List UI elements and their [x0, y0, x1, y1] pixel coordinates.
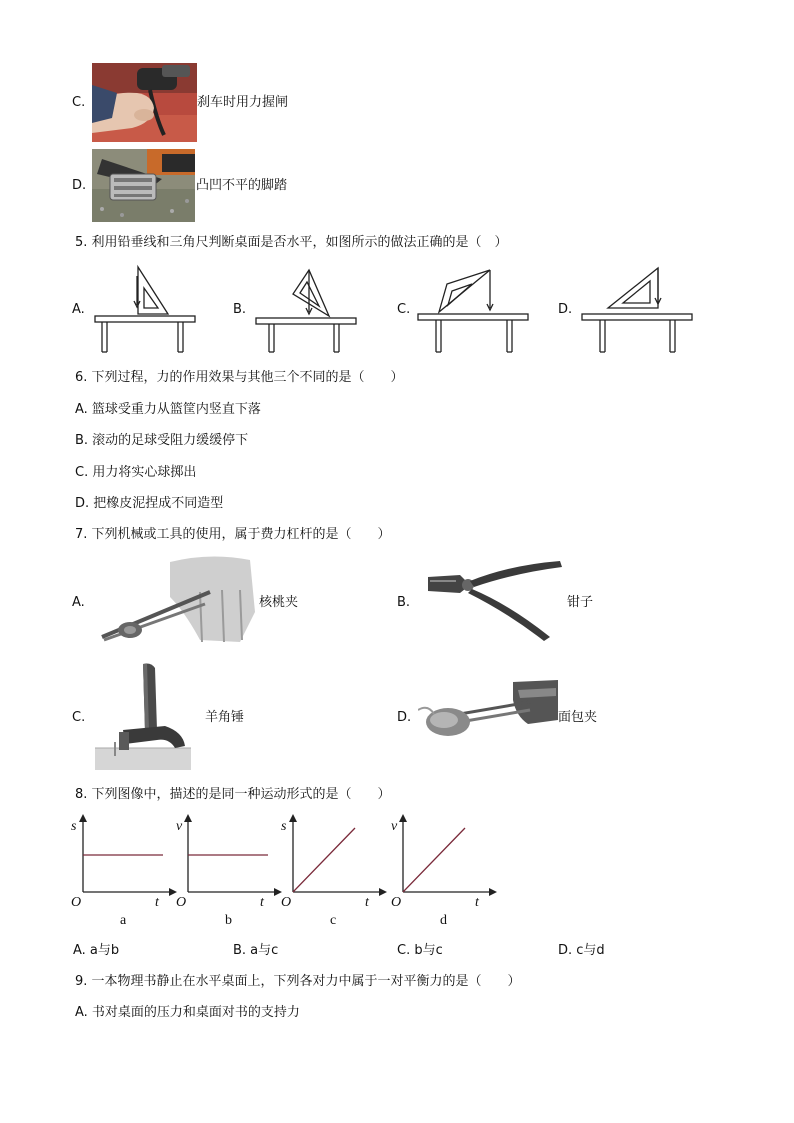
- q5-option-a-letter: A.: [72, 302, 85, 317]
- graph-c-origin-label: O: [281, 895, 292, 910]
- q7-option-d-caption: 面包夹: [558, 710, 598, 725]
- q7-option-a-caption: 核桃夹: [259, 595, 299, 610]
- pedal-photo: [92, 149, 195, 222]
- graph-a-caption: a: [120, 913, 127, 928]
- q8-option-c: C. b与c: [397, 943, 443, 958]
- q6-option-b: B. 滚动的足球受阻力缓缓停下: [75, 433, 249, 448]
- graph-c-line: [293, 828, 355, 892]
- graph-d-origin-label: O: [391, 895, 402, 910]
- q7-option-a-letter: A.: [72, 595, 85, 610]
- graph-a-x-label: t: [155, 895, 159, 910]
- q7-option-c-caption: 羊角锤: [205, 710, 245, 725]
- q7-option-d-letter: D.: [397, 710, 412, 725]
- graph-d-x-label: t: [475, 895, 479, 910]
- q8-stem: 8. 下列图像中，描述的是同一种运动形式的是（ ）: [75, 787, 391, 802]
- graph-c-caption: c: [330, 913, 337, 928]
- q5-option-b-letter: B.: [233, 302, 247, 317]
- q8-option-a: A. a与b: [73, 943, 120, 958]
- graph-d-line: [403, 828, 465, 892]
- q4-option-d-caption: 凸凹不平的脚踏: [196, 178, 288, 193]
- q4-option-d-letter: D.: [72, 178, 87, 193]
- q6-stem: 6. 下列过程，力的作用效果与其他三个不同的是（ ）: [75, 370, 404, 385]
- q9-option-a: A. 书对桌面的压力和桌面对书的支持力: [75, 1005, 300, 1020]
- claw-hammer-photo: [95, 660, 191, 770]
- q7-option-b-caption: 钳子: [567, 595, 594, 610]
- graph-b: [176, 816, 280, 928]
- graph-a: [71, 816, 175, 928]
- q5-figure-d: [578, 264, 696, 356]
- pliers-photo: [420, 555, 565, 643]
- motion-graphs: [68, 812, 508, 930]
- graph-b-x-label: t: [260, 895, 264, 910]
- q5-option-d-letter: D.: [558, 302, 573, 317]
- q7-option-b-letter: B.: [397, 595, 411, 610]
- q5-stem: 5. 利用铅垂线和三角尺判断桌面是否水平，如图所示的做法正确的是（ ）: [75, 235, 508, 250]
- brake-handle-photo: [92, 63, 197, 142]
- q4-option-c-letter: C.: [72, 95, 86, 110]
- graph-c-y-label: s: [281, 819, 287, 834]
- bread-tongs-photo: [418, 680, 558, 750]
- graph-b-origin-label: O: [176, 895, 187, 910]
- q5-figure-b: [251, 264, 361, 356]
- graph-b-y-label: v: [176, 819, 183, 834]
- q5-figure-a: [90, 264, 200, 356]
- graph-d: [391, 816, 495, 928]
- nutcracker-photo: [90, 552, 258, 646]
- q6-option-c: C. 用力将实心球掷出: [75, 465, 197, 480]
- q5-figure-c: [414, 264, 532, 356]
- graph-c: [281, 816, 385, 928]
- graph-c-x-label: t: [365, 895, 369, 910]
- graph-d-caption: d: [440, 913, 447, 928]
- q5-option-c-letter: C.: [397, 302, 411, 317]
- graph-d-y-label: v: [391, 819, 398, 834]
- graph-a-y-label: s: [71, 819, 77, 834]
- q9-stem: 9. 一本物理书静止在水平桌面上，下列各对力中属于一对平衡力的是（ ）: [75, 974, 521, 989]
- q7-option-c-letter: C.: [72, 710, 86, 725]
- q6-option-d: D. 把橡皮泥捏成不同造型: [75, 496, 224, 511]
- graph-a-origin-label: O: [71, 895, 82, 910]
- q8-option-b: B. a与c: [233, 943, 279, 958]
- q4-option-c-caption: 刹车时用力握闸: [197, 95, 289, 110]
- graph-b-caption: b: [225, 913, 232, 928]
- q6-option-a: A. 篮球受重力从篮筐内竖直下落: [75, 402, 261, 417]
- q8-option-d: D. c与d: [558, 943, 605, 958]
- q7-stem: 7. 下列机械或工具的使用，属于费力杠杆的是（ ）: [75, 527, 391, 542]
